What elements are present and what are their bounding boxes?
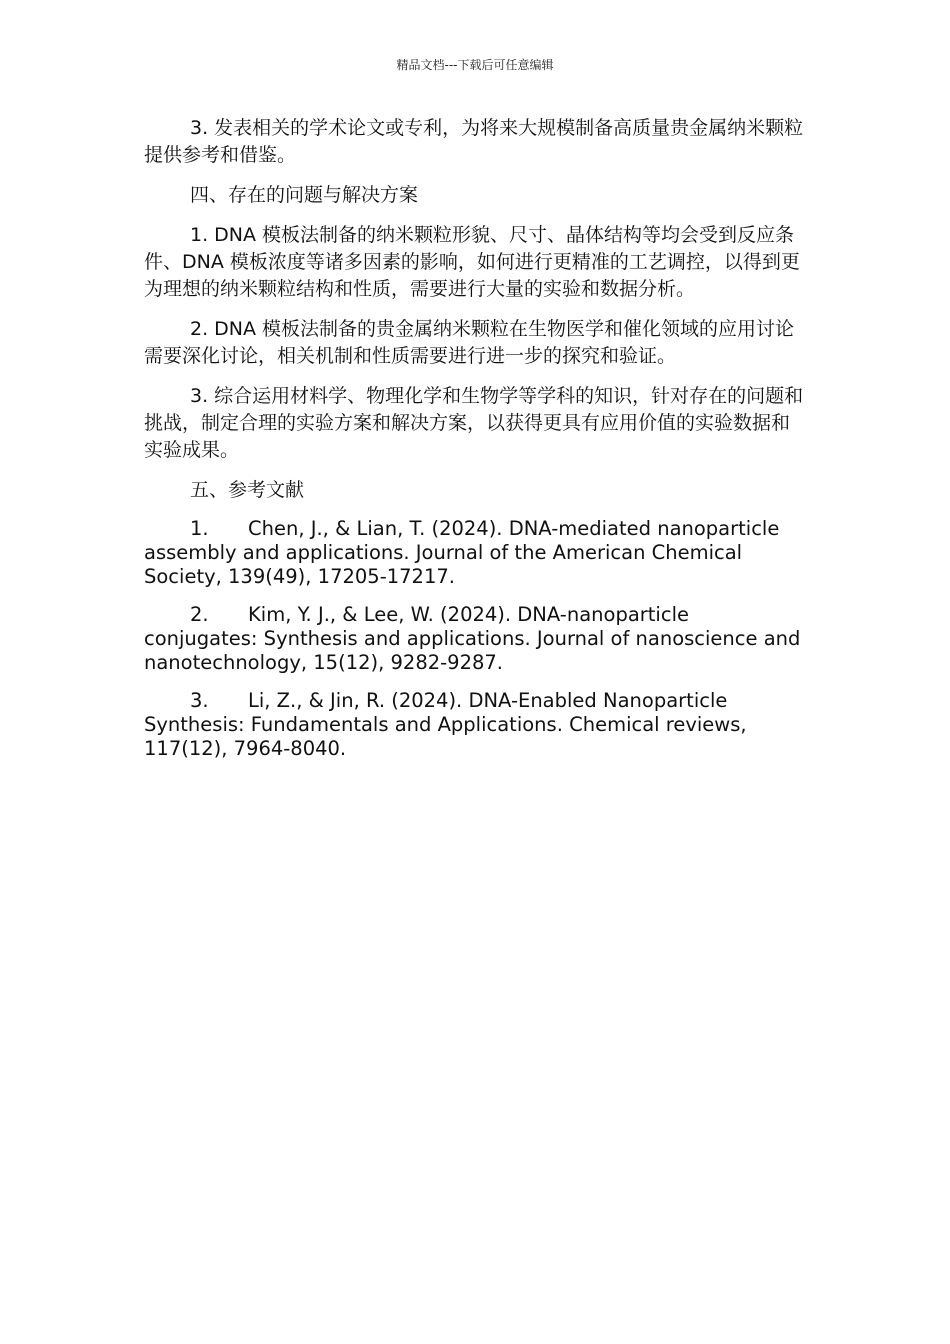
section-heading-problems: 四、存在的问题与解决方案 — [190, 184, 419, 206]
reference-number: 2. — [190, 603, 209, 626]
paragraph-problem-2: 2. DNA 模板法制备的贵金属纳米颗粒在生物医学和催化领域的应用讨论需要深化讨论，相关机制和性质需要进行进一步的探究和验证。 — [144, 318, 795, 367]
reference-item — [144, 517, 808, 589]
paragraph-problem-1: 1. DNA 模板法制备的纳米颗粒形貌、尺寸、晶体结构等均会受到反应条件、DNA 模板浓度等诸多因素的影响，如何进行更精准的工艺调控，以得到更为理想的纳米颗粒结构和性质，需要进行大量的实验和数据分析。 — [144, 224, 800, 300]
reference-item — [144, 603, 808, 675]
page-header: 精品文档---下载后可任意编辑 — [396, 58, 554, 72]
paragraph-problem-3: 3. 综合运用材料学、物理化学和生物学等学科的知识，针对存在的问题和挑战，制定合理的实验方案和解决方案，以获得更具有应用价值的实验数据和实验成果。 — [144, 385, 804, 461]
reference-text: Chen, J., & Lian, T. (2024). DNA-mediated nanoparticle assembly and applications. Journal of the American Chemical Society, 139(49), 17205-17217. — [144, 517, 780, 588]
reference-number: 1. — [190, 517, 209, 540]
document-body — [144, 115, 808, 775]
reference-number: 3. — [190, 689, 209, 712]
reference-text: Kim, Y. J., & Lee, W. (2024). DNA-nanoparticle conjugates: Synthesis and applications. Journal of nanoscience and nanotechnology, 15(12), 9282-9287. — [144, 603, 801, 674]
section-heading-references: 五、参考文献 — [190, 479, 305, 501]
paragraph-publish: 3. 发表相关的学术论文或专利，为将来大规模制备高质量贵金属纳米颗粒提供参考和借鉴。 — [144, 117, 804, 166]
reference-text: Li, Z., & Jin, R. (2024). DNA-Enabled Nanoparticle Synthesis: Fundamentals and Applications. Chemical reviews, 117(12), 7964-8040. — [144, 689, 747, 760]
reference-list — [144, 517, 808, 761]
reference-item — [144, 689, 808, 761]
